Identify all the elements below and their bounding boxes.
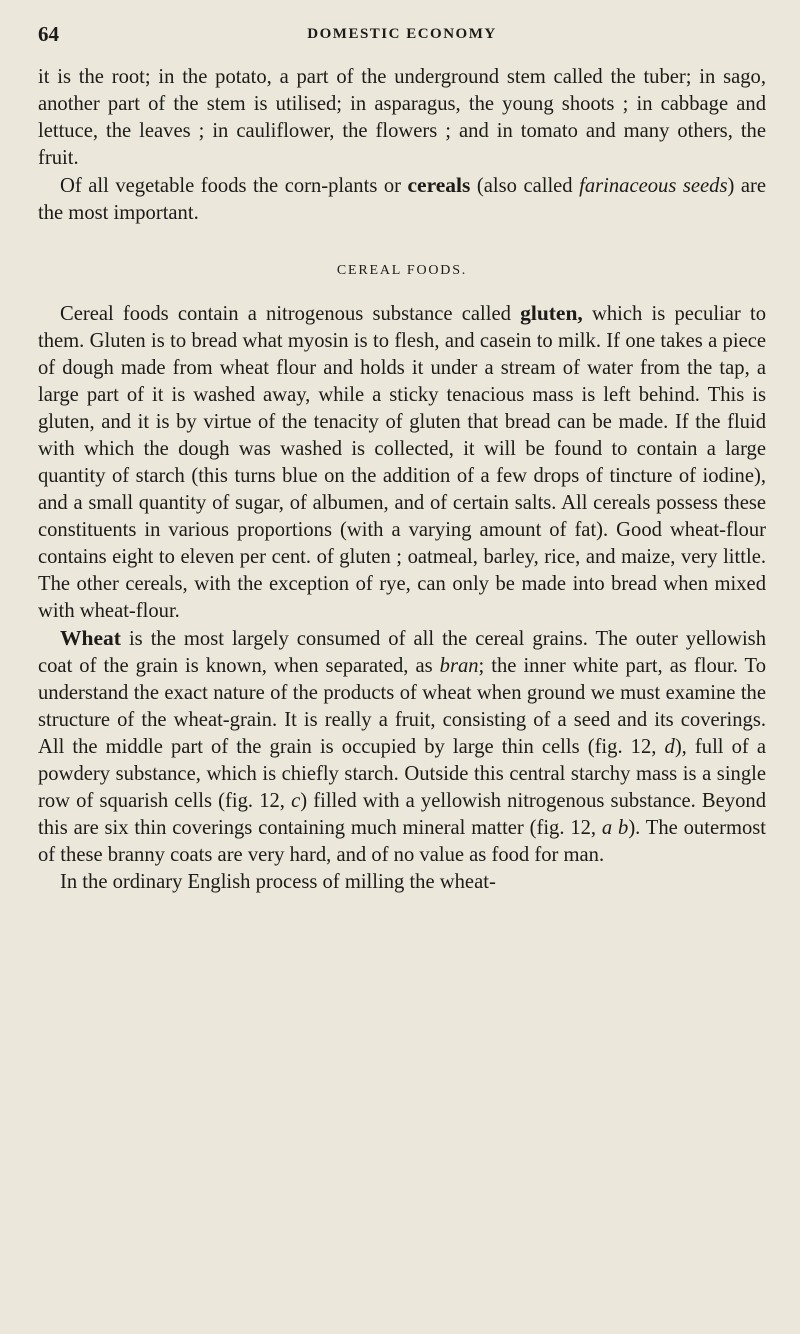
running-head	[38, 18, 766, 52]
paragraph-2-text: Of all vegetable foods the corn-plants or	[60, 175, 408, 197]
fig-ref-d: d	[664, 736, 675, 758]
paragraph-4-text: is the most largely consumed of all the cereal grains. The outer yellowish coat of the grain is known, when separated, as	[38, 628, 766, 677]
term-farinaceous-seeds: farinaceous seeds	[579, 175, 728, 197]
term-cereals: cereals	[407, 173, 471, 197]
paragraph-4-text: ; the inner white part, as flour. To understand the exact nature of the products of wheat when ground we must examine the structure of the wheat-grain. It is really a fruit, consisting of a seed and its coverings. All the middle part of the grain is occupied by large thin cells (fig. 12,	[38, 655, 766, 758]
section-heading: CEREAL FOODS.	[336, 263, 468, 278]
paragraph-3-text: which is peculiar to them. Gluten is to bread what myosin is to flesh, and casein to milk. If one takes a piece of dough made from wheat flour and holds it under a stream of water from the tap, a large part of it is washed away, while a sticky tenacious mass is left behind. This is gluten, and it is by virtue of the tenacity of gluten that bread can be made. If the fluid with which the dough was washed is collected, it will be found to contain a large quantity of starch (this turns blue on the addition of a few drops of tincture of iodine), and a small quantity of sugar, of albumen, and of certain salts. All cereals possess these constituents in various proportions (with a varying amount of fat). Good wheat-flour contains eight to eleven per cent. of gluten ; oatmeal, barley, rice, and maize, very little. The other cereals, with the exception of rye, can only be made into bread when mixed with wheat-flour.	[38, 303, 766, 622]
paragraph-2-text: (also called	[470, 175, 580, 197]
paragraph-4-text: ) filled with a yellowish nitrogenous substance. Beyond this are six thin coverings containing much mineral matter (fig. 12,	[38, 790, 766, 839]
paragraph-2	[38, 172, 766, 227]
paragraph-4-text: ), full of a powdery substance, which is chiefly starch. Outside this central starchy mass is a single row of squarish cells (fig. 12,	[38, 736, 766, 812]
paragraph-4	[38, 625, 766, 869]
paragraph-4-text: ). The outermost of these branny coats are very hard, and of no value as food for man.	[38, 817, 766, 866]
paragraph-1: it is the root; in the potato, a part of the underground stem called the tuber; in sago, another part of the stem is utilised; in asparagus, the young shoots ; in cabbage and lettuce, the leaves ; in cauliflower, the flowers ; and in tomato and many others, the fruit.	[38, 66, 766, 169]
running-title: DOMESTIC ECONOMY	[307, 26, 497, 42]
term-bran: bran	[439, 655, 479, 677]
paragraph-3	[38, 300, 766, 625]
paragraph-2-text: ) are the most important.	[38, 175, 766, 224]
page-number: 64	[38, 22, 59, 46]
paragraph-5: In the ordinary English process of milling the wheat-	[60, 871, 496, 893]
paragraph-3-text: Cereal foods contain a nitrogenous substance called	[60, 303, 521, 325]
fig-ref-c: c	[291, 790, 301, 812]
term-gluten: gluten,	[520, 301, 583, 325]
term-wheat: Wheat	[60, 626, 121, 650]
body-text	[38, 64, 766, 896]
fig-ref-ab: a b	[601, 817, 629, 839]
